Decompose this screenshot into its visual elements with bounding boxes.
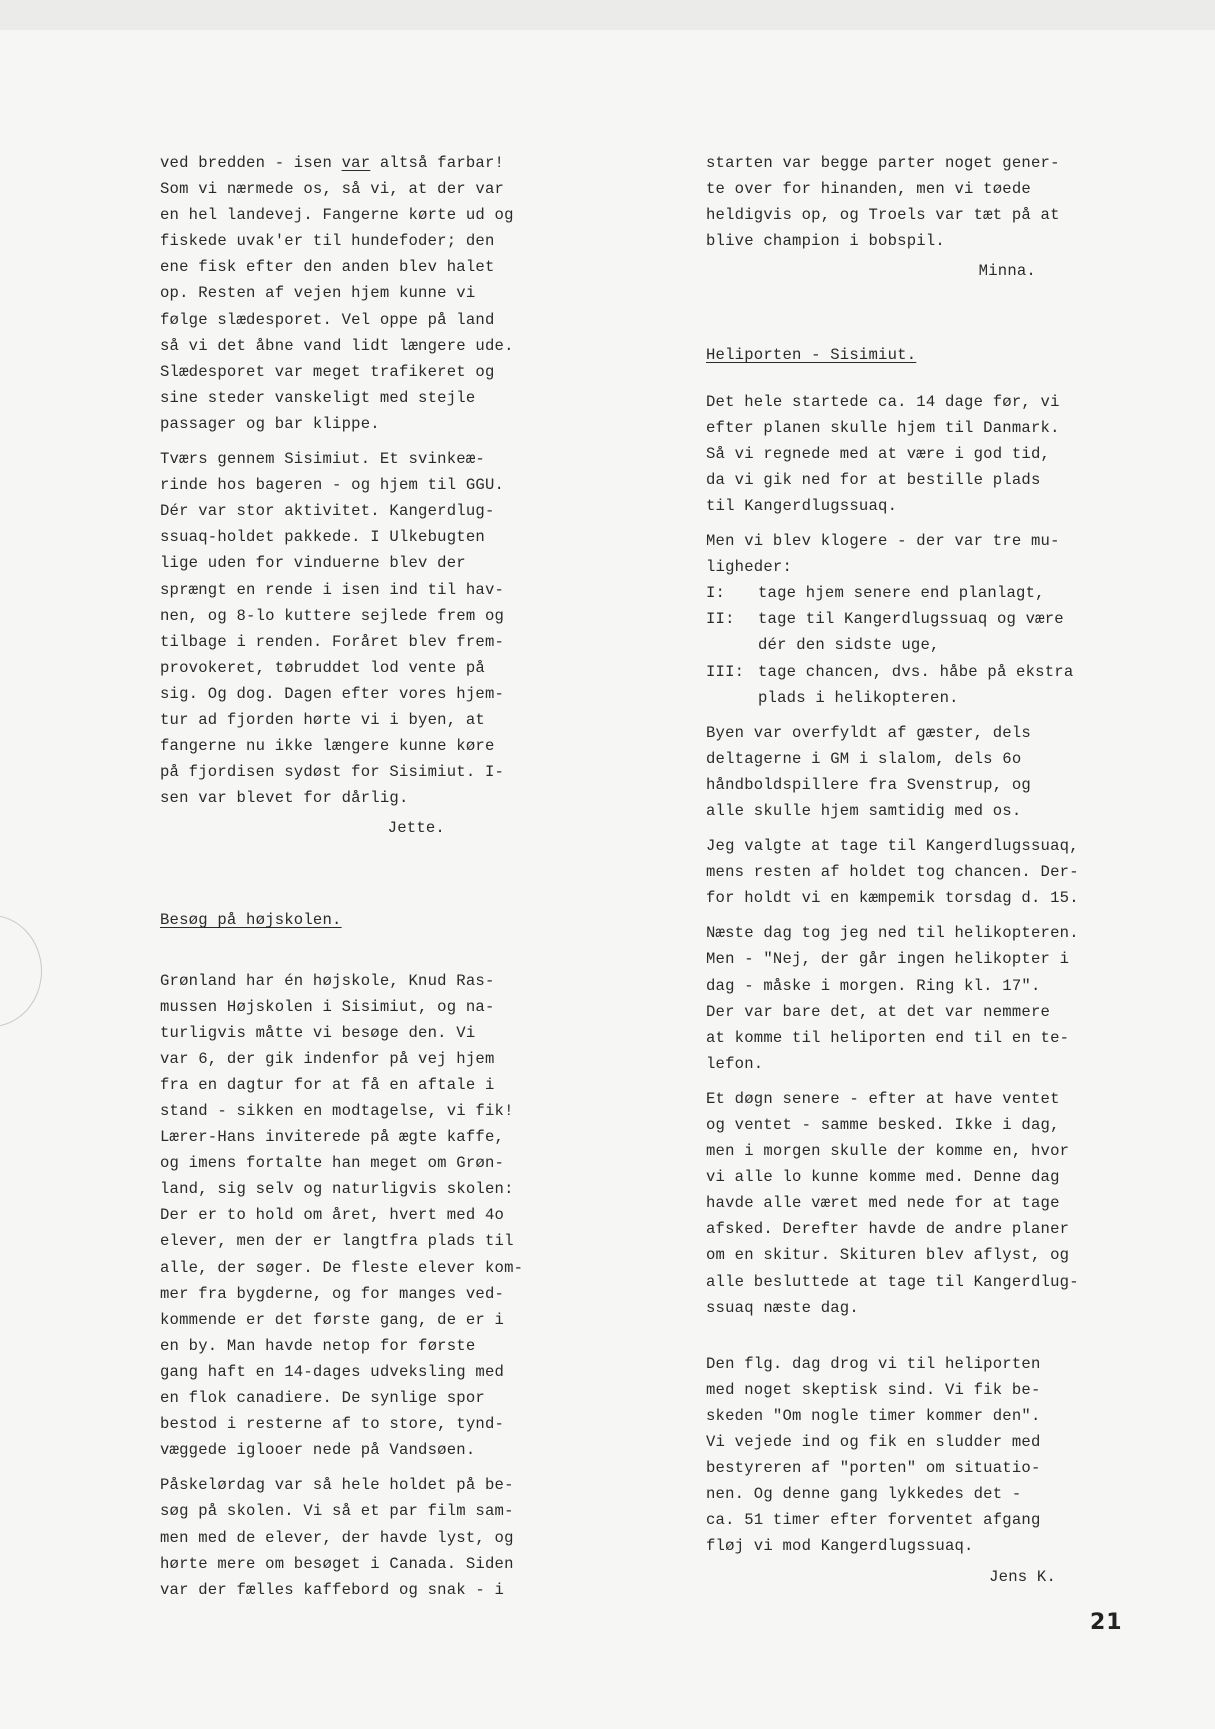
text-line: Tværs gennem Sisimiut. Et svinkeæ- xyxy=(160,450,485,469)
text-line: en by. Man havde netop for første xyxy=(160,1336,476,1355)
text-line: men med de elever, der havde lyst, og xyxy=(160,1528,514,1547)
text-line: Men vi blev klogere - der var tre mu- xyxy=(706,532,1060,551)
text-line: Som vi nærmede os, så vi, at der var xyxy=(160,180,505,199)
text-line: var der fælles kaffebord og snak - i xyxy=(160,1580,505,1599)
text-line: havde alle været med nede for at tage xyxy=(706,1194,1060,1213)
text-line: ligheder: xyxy=(706,558,793,577)
text-line: Så vi regnede med at være i god tid, xyxy=(706,444,1051,463)
paragraph-byen xyxy=(706,720,1116,824)
text-line: håndboldspillere fra Svenstrup, og xyxy=(706,775,1031,794)
text-line: kommende er det første gang, de er i xyxy=(160,1310,505,1329)
text-line: var 6, der gik indenfor på vej hjem xyxy=(160,1049,495,1068)
text-line: bestyreren af "porten" om situatio- xyxy=(706,1459,1041,1478)
text-line: bestod i resterne af to store, tynd- xyxy=(160,1415,505,1434)
text-line: heldigvis op, og Troels var tæt på at xyxy=(706,206,1060,225)
text-line: med noget skeptisk sind. Vi fik be- xyxy=(706,1380,1041,1399)
paragraph-paaskelordag xyxy=(160,1472,570,1602)
text-line: følge slædesporet. Vel oppe på land xyxy=(160,310,495,329)
option-text: plads i helikopteren. xyxy=(758,688,959,707)
text-line: te over for hinanden, men vi tøede xyxy=(706,180,1031,199)
section-heading-heliporten: Heliporten - Sisimiut. xyxy=(706,346,917,365)
paragraph-sisimiut xyxy=(160,446,570,811)
text-line: en flok canadiere. De synlige spor xyxy=(160,1389,485,1408)
text-line: for holdt vi en kæmpemik torsdag d. 15. xyxy=(706,889,1079,908)
text-line: Der var bare det, at det var nemmere xyxy=(706,1002,1051,1021)
text-line: tilbage i renden. Foråret blev frem- xyxy=(160,632,505,651)
text-line: Jeg valgte at tage til Kangerdlugssuaq, xyxy=(706,837,1079,856)
right-column xyxy=(706,150,1116,1590)
text-line: Slædesporet var meget trafikeret og xyxy=(160,362,495,381)
option-item-continuation xyxy=(706,685,1116,711)
binder-hole-mark xyxy=(0,915,42,1027)
text-line: på fjordisen sydøst for Sisimiut. I- xyxy=(160,763,505,782)
text-line: nen. Og denne gang lykkedes det - xyxy=(706,1485,1022,1504)
text-line: fangerne nu ikke længere kunne køre xyxy=(160,737,495,756)
paragraph-flg-dag xyxy=(706,1351,1116,1560)
paragraph-muligheder xyxy=(706,528,1116,711)
text-line: dag - måske i morgen. Ring kl. 17". xyxy=(706,976,1041,995)
text-line: ene fisk efter den anden blev halet xyxy=(160,258,495,277)
text-line: land, sig selv og naturligvis skolen: xyxy=(160,1180,514,1199)
text-line: Et døgn senere - efter at have ventet xyxy=(706,1089,1060,1108)
option-text: tage chancen, dvs. håbe på ekstra xyxy=(758,662,1074,681)
option-item xyxy=(706,606,1116,632)
text-line: fløj vi mod Kangerdlugssuaq. xyxy=(706,1537,974,1556)
text-line: alle, der søger. De fleste elever kom- xyxy=(160,1258,524,1277)
text-line: Der er to hold om året, hvert med 4o xyxy=(160,1206,505,1225)
text-line: sprængt en rende i isen ind til hav- xyxy=(160,580,505,599)
text-line: nen, og 8-lo kuttere sejlede frem og xyxy=(160,606,505,625)
text-line: sen var blevet for dårlig. xyxy=(160,789,409,808)
text-line: ved bredden - isen var altså farbar! xyxy=(160,154,505,172)
text-line: tur ad fjorden hørte vi i byen, at xyxy=(160,710,485,729)
left-column xyxy=(160,150,570,1603)
paragraph-doegn-senere xyxy=(706,1086,1116,1321)
text-line: en hel landevej. Fangerne kørte ud og xyxy=(160,206,514,225)
text-line: skeden "Om nogle timer kommer den". xyxy=(706,1406,1041,1425)
text-line: mens resten af holdet tog chancen. Der- xyxy=(706,863,1079,882)
text-line: at komme til heliporten end til en te- xyxy=(706,1028,1070,1047)
text-line: Men - "Nej, der går ingen helikopter i xyxy=(706,950,1070,969)
emphasis-word: var xyxy=(341,154,371,172)
option-number: II: xyxy=(706,610,735,629)
paragraph-hojskole xyxy=(160,968,570,1464)
signature-jette: Jette. xyxy=(387,819,445,838)
text-line: ssuaq-holdet pakkede. I Ulkebugten xyxy=(160,528,485,547)
text-line: afsked. Derefter havde de andre planer xyxy=(706,1220,1070,1239)
text-line: Byen var overfyldt af gæster, dels xyxy=(706,723,1031,742)
text-line: ssuaq næste dag. xyxy=(706,1298,859,1317)
text-line: efter planen skulle hjem til Danmark. xyxy=(706,418,1060,437)
text-line: om en skitur. Skituren blev aflyst, og xyxy=(706,1246,1070,1265)
text-line: Dér var stor aktivitet. Kangerdlug- xyxy=(160,502,495,521)
option-text: tage til Kangerdlugssuaq og være xyxy=(758,610,1064,629)
option-item xyxy=(706,580,1116,606)
text-line: Næste dag tog jeg ned til helikopteren. xyxy=(706,924,1079,943)
text-line: elever, men der er langtfra plads til xyxy=(160,1232,514,1251)
paragraph-valgte xyxy=(706,833,1116,911)
text-line: vi alle lo kunne komme med. Denne dag xyxy=(706,1168,1060,1187)
paragraph-ice-road xyxy=(160,150,570,437)
text-line: væggede iglooer nede på Vandsøen. xyxy=(160,1441,476,1460)
section-heading-hojskolen: Besøg på højskolen. xyxy=(160,911,342,930)
signature-minna: Minna. xyxy=(978,262,1036,281)
text-line: fiskede uvak'er til hundefoder; den xyxy=(160,232,495,251)
text-line: hørte mere om besøget i Canada. Siden xyxy=(160,1554,514,1573)
text-line: gang haft en 14-dages udveksling med xyxy=(160,1362,505,1381)
paragraph-naeste-dag xyxy=(706,920,1116,1077)
text-line: så vi det åbne vand lidt længere ude. xyxy=(160,336,514,355)
text-line: passager og bar klippe. xyxy=(160,414,380,433)
text-line: da vi gik ned for at bestille plads xyxy=(706,470,1041,489)
text-line: mussen Højskolen i Sisimiut, og na- xyxy=(160,997,495,1016)
paragraph-heliport-start xyxy=(706,389,1116,519)
text-line: starten var begge parter noget gener- xyxy=(706,154,1060,172)
text-line: lefon. xyxy=(706,1054,764,1073)
text-line: Vi vejede ind og fik en sludder med xyxy=(706,1433,1041,1452)
text-line: Det hele startede ca. 14 dage før, vi xyxy=(706,392,1060,411)
paragraph-bobspil xyxy=(706,150,1116,254)
option-text: dér den sidste uge, xyxy=(758,636,940,655)
text-line: søg på skolen. Vi så et par film sam- xyxy=(160,1502,514,1521)
text-line: blive champion i bobspil. xyxy=(706,232,945,251)
text-line: fra en dagtur for at få en aftale i xyxy=(160,1075,495,1094)
option-item xyxy=(706,659,1116,685)
text-line: Påskelørdag var så hele holdet på be- xyxy=(160,1476,514,1495)
text-line: turligvis måtte vi besøge den. Vi xyxy=(160,1023,476,1042)
text-line: Grønland har én højskole, Knud Ras- xyxy=(160,971,495,990)
signature-jens: Jens K. xyxy=(989,1567,1056,1586)
text-line: mer fra bygderne, og for manges ved- xyxy=(160,1284,505,1303)
option-item-continuation xyxy=(706,632,1116,658)
text-line: stand - sikken en modtagelse, vi fik! xyxy=(160,1102,514,1120)
text-line: sig. Og dog. Dagen efter vores hjem- xyxy=(160,684,505,703)
text-line: alle skulle hjem samtidig med os. xyxy=(706,801,1022,820)
page-top-shade xyxy=(0,0,1215,30)
option-number: III: xyxy=(706,662,745,681)
text-line: sine steder vanskeligt med stejle xyxy=(160,388,476,407)
option-text: tage hjem senere end planlagt, xyxy=(758,584,1045,603)
option-number: I: xyxy=(706,584,726,603)
text-line: op. Resten af vejen hjem kunne vi xyxy=(160,284,476,303)
text-line: Lærer-Hans inviterede på ægte kaffe, xyxy=(160,1128,505,1147)
text-line: alle besluttede at tage til Kangerdlug- xyxy=(706,1272,1079,1291)
text-line: men i morgen skulle der komme en, hvor xyxy=(706,1142,1070,1161)
text-line: og ventet - samme besked. Ikke i dag, xyxy=(706,1116,1060,1134)
text-line: og imens fortalte han meget om Grøn- xyxy=(160,1154,505,1173)
text-line: til Kangerdlugssuaq. xyxy=(706,496,898,515)
text-line: provokeret, tøbruddet lod vente på xyxy=(160,658,485,677)
text-line: lige uden for vinduerne blev der xyxy=(160,554,466,573)
text-line: Den flg. dag drog vi til heliporten xyxy=(706,1354,1041,1373)
page-number: 21 xyxy=(1090,1610,1123,1635)
text-line: ca. 51 timer efter forventet afgang xyxy=(706,1511,1041,1530)
text-line: rinde hos bageren - og hjem til GGU. xyxy=(160,476,505,495)
text-line: deltagerne i GM i slalom, dels 6o xyxy=(706,749,1022,768)
